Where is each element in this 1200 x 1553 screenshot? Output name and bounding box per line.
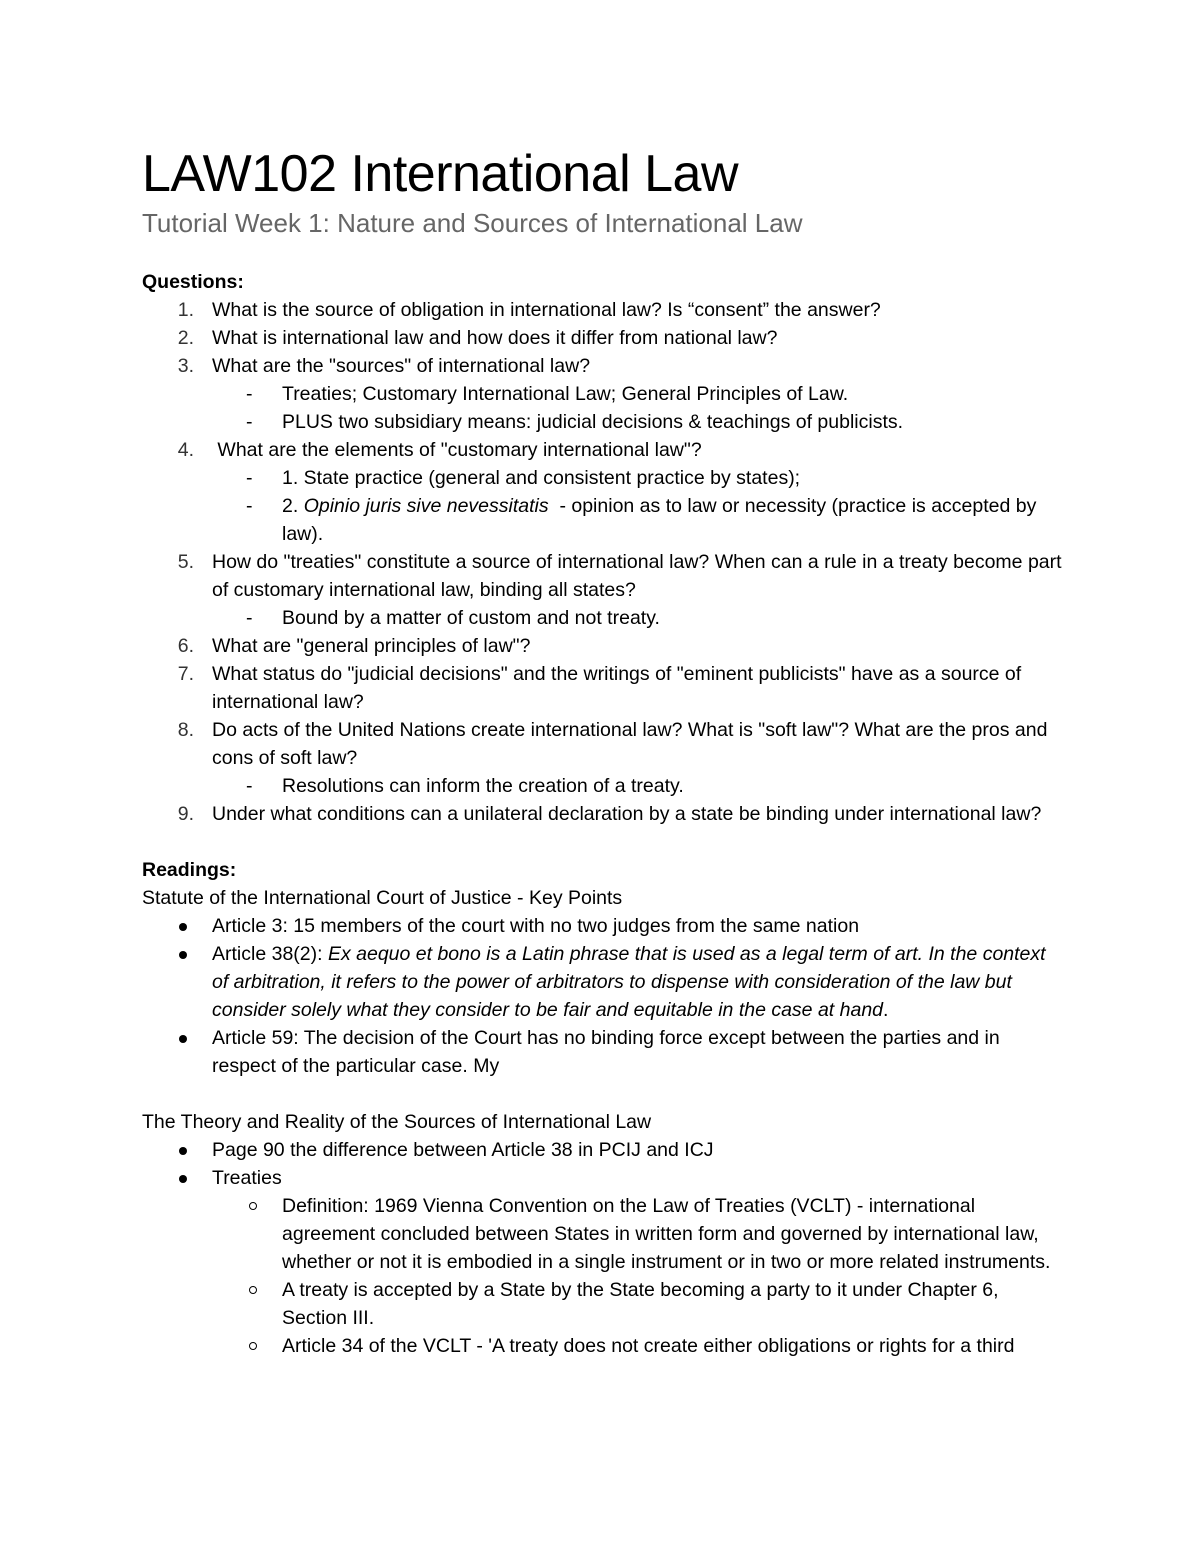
- answer-text: 1. State practice (general and consistent practice by states);: [282, 467, 801, 489]
- question-item: [142, 548, 1062, 632]
- article-38-text: Ex aequo et bono is a Latin phrase that is used as a legal term of art. In the context of arbitration, it refers to the power of arbitrators to dispense with consideration of the law but consider solely what they consider to be fair and equitable in the case at hand: [212, 943, 1046, 1021]
- bullet-item: [142, 1136, 1062, 1164]
- question-text: Do acts of the United Nations create international law? What is "soft law"? What are the pros and cons of soft law?: [212, 719, 1048, 769]
- question-number: 6.: [177, 635, 194, 657]
- article-3-text: Article 3: 15 members of the court with no two judges from the same nation: [212, 915, 860, 937]
- article-59-text: Article 59: The decision of the Court has no binding force except between the parties and in respect of the particular case. My: [212, 1027, 1000, 1077]
- question-text: How do "treaties" constitute a source of international law? When can a rule in a treaty become part of customary international law, binding all states?: [212, 551, 1062, 601]
- answer-item: [212, 492, 1062, 548]
- article-38-label: Article 38(2):: [212, 943, 328, 965]
- circle-marker: [249, 1286, 257, 1294]
- sub-bullet-item: [212, 1332, 1062, 1360]
- question-number: 5.: [177, 551, 194, 573]
- document-subtitle: Tutorial Week 1: Nature and Sources of International Law: [142, 208, 803, 238]
- question-item: [142, 296, 1062, 324]
- dash-marker: -: [246, 495, 253, 517]
- question-item: [142, 660, 1062, 716]
- bullet-marker: [179, 923, 187, 931]
- readings-heading: Readings:: [142, 859, 237, 881]
- treaty-point-text: Definition: 1969 Vienna Convention on the Law of Treaties (VCLT) - international agreement concluded between States in written form and governed by international law, whether or not it is embodied in a single instrument or in two or more related instruments.: [282, 1195, 1051, 1273]
- answer-list: [212, 464, 1062, 548]
- sub-bullet-item: [212, 1276, 1062, 1332]
- question-text: What are "general principles of law"?: [212, 635, 531, 657]
- document-title: LAW102 International Law: [142, 145, 739, 203]
- answer-item: [212, 380, 1062, 408]
- questions-heading: Questions:: [142, 271, 244, 293]
- statute-points-list: [142, 912, 1062, 1080]
- document-body: [142, 268, 1062, 1360]
- answer-prefix: 2.: [282, 495, 304, 517]
- question-text: What is the source of obligation in international law? Is “consent” the answer?: [212, 299, 881, 321]
- circle-marker: [249, 1202, 257, 1210]
- treaty-points-list: [212, 1192, 1062, 1360]
- spacer: [142, 1080, 1062, 1108]
- question-text: What are the elements of "customary international law"?: [212, 439, 702, 461]
- answer-item: [212, 408, 1062, 436]
- dash-marker: -: [246, 467, 253, 489]
- question-number: 2.: [177, 327, 194, 349]
- bullet-marker: [179, 1147, 187, 1155]
- dash-marker: -: [246, 383, 253, 405]
- answer-item: [212, 464, 1062, 492]
- question-number: 4.: [177, 439, 194, 461]
- answer-text: PLUS two subsidiary means: judicial decisions & teachings of publicists.: [282, 411, 904, 433]
- circle-marker: [249, 1342, 257, 1350]
- question-item: [142, 716, 1062, 800]
- answer-text: - opinion as to law or necessity (practice is accepted by law).: [282, 495, 1042, 545]
- answer-list: [212, 380, 1062, 436]
- question-text: Under what conditions can a unilateral declaration by a state be binding under international law?: [212, 803, 1042, 825]
- treaty-point-text: Article 34 of the VCLT - 'A treaty does not create either obligations or rights for a third: [282, 1335, 1015, 1357]
- bullet-marker: [179, 951, 187, 959]
- answer-list: [212, 772, 1062, 800]
- statute-title: Statute of the International Court of Justice - Key Points: [142, 887, 623, 909]
- question-number: 9.: [177, 803, 194, 825]
- question-number: 7.: [177, 663, 194, 685]
- question-item: [142, 352, 1062, 436]
- spacer: [142, 828, 1062, 856]
- page-90-text: Page 90 the difference between Article 38 in PCIJ and ICJ: [212, 1139, 714, 1161]
- answer-item: [212, 604, 1062, 632]
- question-number: 8.: [177, 719, 194, 741]
- dash-marker: -: [246, 607, 253, 629]
- answer-latin-term: Opinio juris sive nevessitatis: [303, 495, 549, 517]
- answer-list: [212, 604, 1062, 632]
- question-item: [142, 632, 1062, 660]
- bullet-item: [142, 1024, 1062, 1080]
- question-item: [142, 324, 1062, 352]
- answer-text: Bound by a matter of custom and not treaty.: [282, 607, 660, 629]
- question-text: What are the "sources" of international law?: [212, 355, 591, 377]
- dash-marker: -: [246, 775, 253, 797]
- treaty-point-text: A treaty is accepted by a State by the State becoming a party to it under Chapter 6, Section III.: [282, 1279, 999, 1329]
- theory-points-list: [142, 1136, 1062, 1360]
- question-item: [142, 436, 1062, 548]
- answer-text: Resolutions can inform the creation of a treaty.: [282, 775, 684, 797]
- question-number: 1.: [177, 299, 194, 321]
- answer-text: Treaties; Customary International Law; General Principles of Law.: [282, 383, 849, 405]
- dash-marker: -: [246, 411, 253, 433]
- bullet-marker: [179, 1175, 187, 1183]
- bullet-marker: [179, 1035, 187, 1043]
- bullet-item: [142, 940, 1062, 1024]
- sub-bullet-item: [212, 1192, 1062, 1276]
- question-number: 3.: [177, 355, 194, 377]
- bullet-item: [142, 912, 1062, 940]
- question-text: What is international law and how does it differ from national law?: [212, 327, 778, 349]
- treaties-text: Treaties: [212, 1167, 282, 1189]
- bullet-item: [142, 1164, 1062, 1360]
- answer-item: [212, 772, 1062, 800]
- theory-title: The Theory and Reality of the Sources of International Law: [142, 1111, 652, 1133]
- article-38-end: .: [883, 999, 889, 1021]
- question-text: What status do "judicial decisions" and the writings of "eminent publicists" have as a source of international law?: [212, 663, 1022, 713]
- question-item: [142, 800, 1062, 828]
- questions-list: [142, 296, 1062, 828]
